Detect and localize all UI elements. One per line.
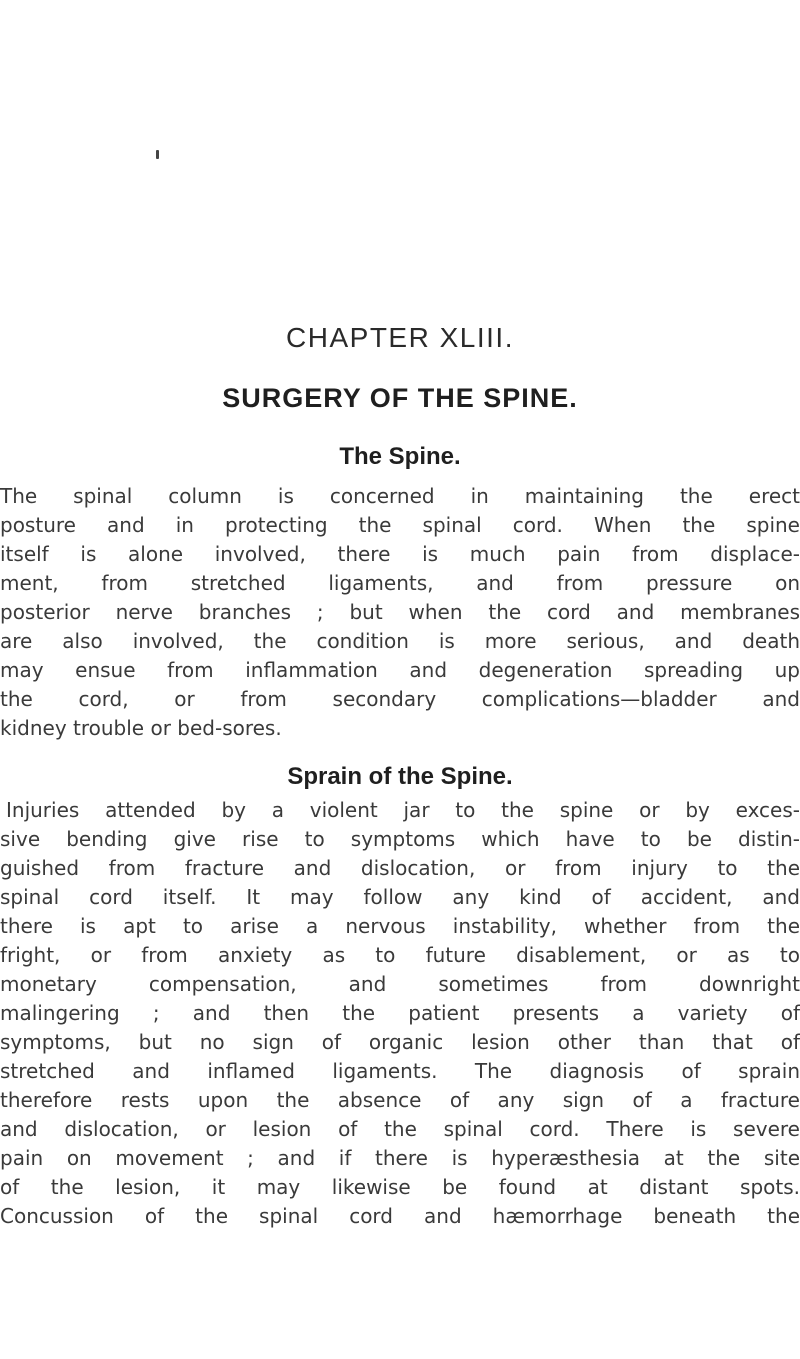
text-line: Injuries attended by a violent jar to the spine or by exces- xyxy=(6,798,800,822)
text-line: posture and in protecting the spinal cord. When the spine xyxy=(0,513,800,537)
text-line: sive bending give rise to symptoms which have to be distin- xyxy=(0,827,800,851)
text-line: spinal cord itself. It may follow any kind of accident, and xyxy=(0,885,800,909)
text-line: may ensue from inflammation and degeneration spreading up xyxy=(0,658,800,682)
text-line: kidney trouble or bed-sores. xyxy=(0,716,282,740)
paragraph-spine xyxy=(0,482,800,743)
text-line: the cord, or from secondary complications—bladder and xyxy=(0,687,800,711)
text-line: guished from fracture and dislocation, or from injury to the xyxy=(0,856,800,880)
section-heading-sprain: Sprain of the Spine. xyxy=(287,763,513,790)
text-line: therefore rests upon the absence of any sign of a fracture xyxy=(0,1088,800,1112)
paragraph-sprain xyxy=(0,796,800,1231)
section-heading-spine: The Spine. xyxy=(339,443,461,470)
text-line: pain on movement ; and if there is hyperæsthesia at the site xyxy=(0,1146,800,1170)
text-line: Concussion of the spinal cord and hæmorrhage beneath the xyxy=(0,1204,800,1228)
print-speck xyxy=(156,150,159,159)
text-line: are also involved, the condition is more serious, and death xyxy=(0,629,800,653)
text-line: of the lesion, it may likewise be found at distant spots. xyxy=(0,1175,800,1199)
text-line: there is apt to arise a nervous instability, whether from the xyxy=(0,914,800,938)
chapter-heading: CHAPTER XLIII. xyxy=(286,322,514,353)
text-line: itself is alone involved, there is much pain from displace- xyxy=(0,542,800,566)
text-line: symptoms, but no sign of organic lesion other than that of xyxy=(0,1030,800,1054)
text-line: stretched and inflamed ligaments. The diagnosis of sprain xyxy=(0,1059,800,1083)
text-line: malingering ; and then the patient presents a variety of xyxy=(0,1001,800,1025)
text-line: The spinal column is concerned in maintaining the erect xyxy=(0,484,800,508)
text-line: and dislocation, or lesion of the spinal cord. There is severe xyxy=(0,1117,800,1141)
page-title: SURGERY OF THE SPINE. xyxy=(222,383,578,413)
text-line: ment, from stretched ligaments, and from pressure on xyxy=(0,571,800,595)
text-line: posterior nerve branches ; but when the cord and membranes xyxy=(0,600,800,624)
text-line: monetary compensation, and sometimes from downright xyxy=(0,972,800,996)
text-line: fright, or from anxiety as to future disablement, or as to xyxy=(0,943,800,967)
